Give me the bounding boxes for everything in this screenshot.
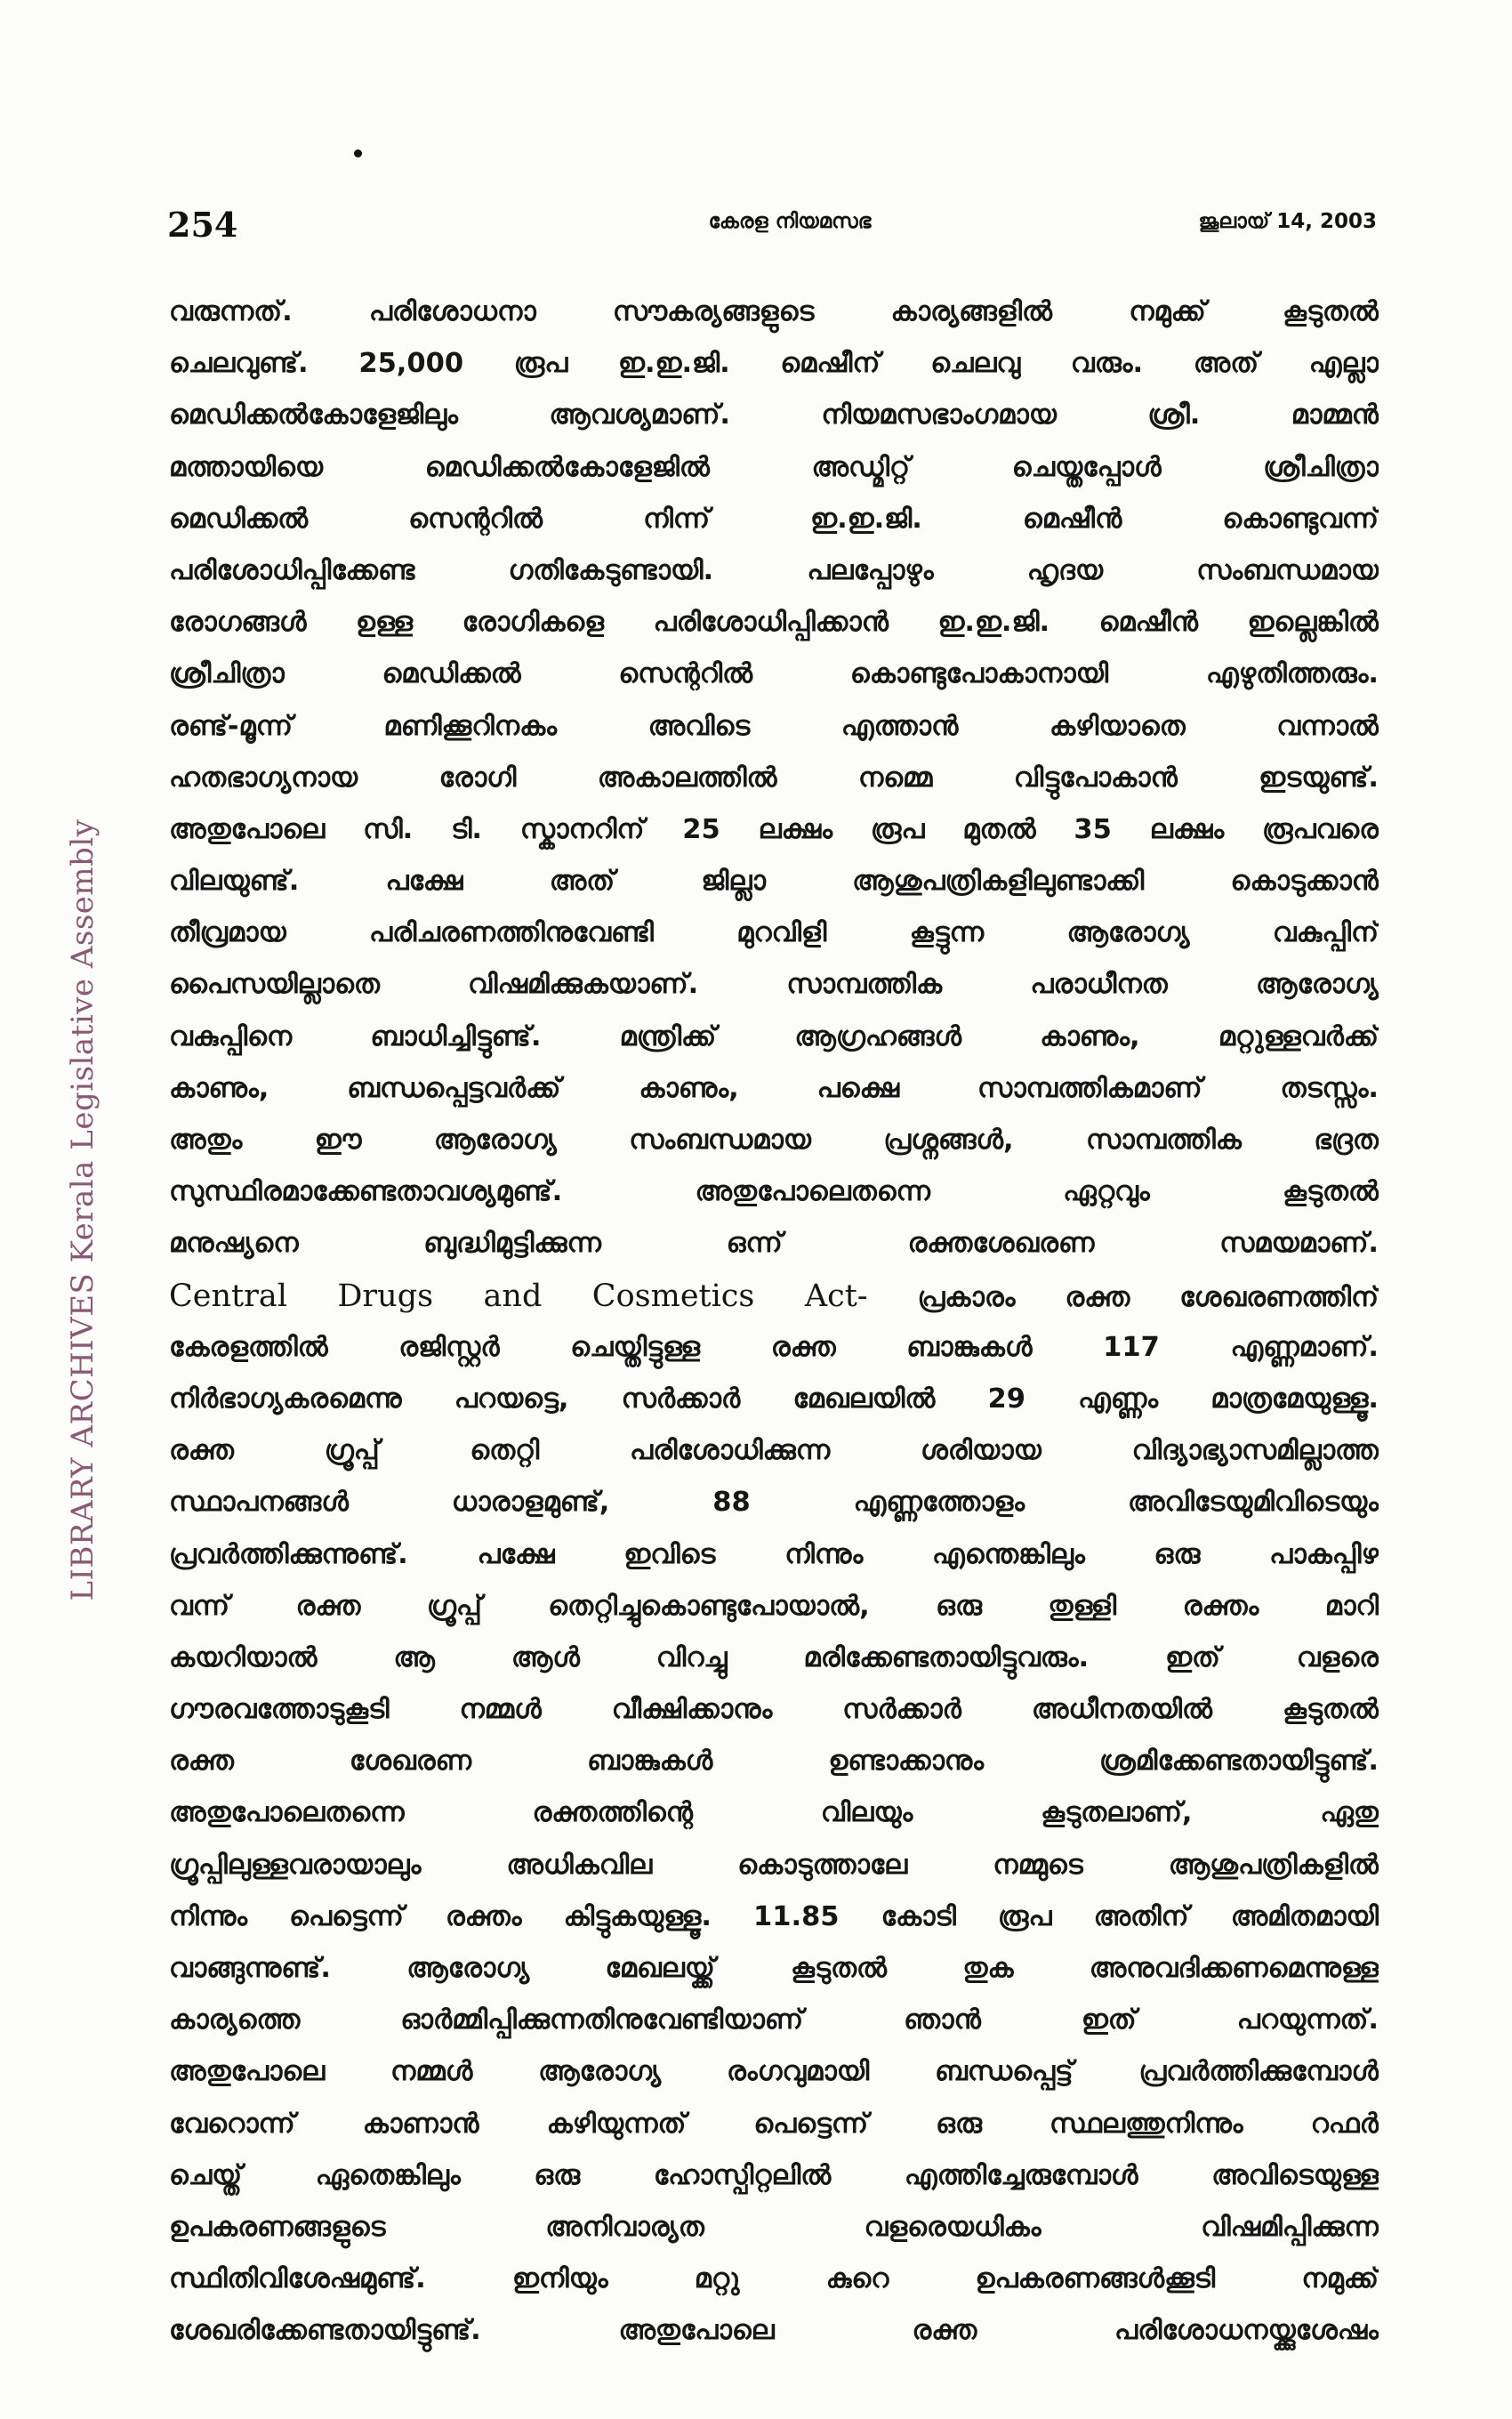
ink-dot [354, 149, 362, 157]
archive-watermark: LIBRARY ARCHIVES Kerala Legislative Assembly [65, 818, 101, 1601]
text-line: അതുപോലെതന്നെ രക്തത്തിന്റെ വിലയും കൂടുതലാണ്, ഏതു [169, 1797, 1379, 1829]
header-date: ജൂലായ് 14, 2003 [1198, 210, 1377, 233]
text-line: വന്ന് രക്ത ഗ്രൂപ്പ് തെറ്റിച്ചുകൊണ്ടുപോയാൽ, ഒരു തുള്ളി രക്തം മാറി [169, 1590, 1379, 1622]
text-line: ശ്രീചിത്രാ മെഡിക്കൽ സെന്ററിൽ കൊണ്ടുപോകാനായി എഴുതിത്തരും. [169, 658, 1379, 690]
text-line: സ്ഥിതിവിശേഷമുണ്ട്. ഇനിയും മറ്റു കുറെ ഉപകരണങ്ങൾക്കൂടി നമുക്ക് [169, 2263, 1379, 2295]
text-line: നിന്നും പെട്ടെന്ന് രക്തം കിട്ടുകയുള്ളൂ. 11.85 കോടി രൂപ അതിന് അമിതമായി [169, 1900, 1379, 1932]
body-text [169, 286, 1379, 2358]
text-line: ശേഖരിക്കേണ്ടതായിട്ടുണ്ട്. അതുപോലെ രക്ത പരിശോധനയ്ക്കുശേഷം [169, 2315, 1379, 2347]
english-act-name: Central Drugs and Cosmetics Act- [169, 1278, 868, 1314]
text-line: വേറൊന്ന് കാണാൻ കഴിയുന്നത് പെട്ടെന്ന് ഒരു സ്ഥലത്തുനിന്നും റഫർ [169, 2108, 1379, 2140]
text-line: വകുപ്പിനെ ബാധിച്ചിട്ടുണ്ട്. മന്ത്രിക്ക് ആഗ്രഹങ്ങൾ കാണും, മറ്റുള്ളവർക്ക് [169, 1020, 1379, 1052]
text-line: കാര്യത്തെ ഓർമ്മിപ്പിക്കുന്നതിനുവേണ്ടിയാണ് ഞാൻ ഇത് പറയുന്നത്. [169, 2004, 1379, 2036]
text-line: മത്തായിയെ മെഡിക്കൽകോളേജിൽ അഡ്മിറ്റ് ചെയ്തപ്പോൾ ശ്രീചിത്രാ [169, 451, 1379, 483]
text-line: രോഗങ്ങൾ ഉള്ള രോഗികളെ പരിശോധിപ്പിക്കാൻ ഇ.ഇ.ജി. മെഷീൻ ഇല്ലെങ്കിൽ [169, 607, 1379, 639]
text-line: മെഡിക്കൽ സെന്ററിൽ നിന്ന് ഇ.ഇ.ജി. മെഷീൻ കൊണ്ടുവന്ന് [169, 503, 1379, 535]
text-line: ഉപകരണങ്ങളുടെ അനിവാര്യത വളരെയധികം വിഷമിപ്പിക്കുന്ന [169, 2211, 1379, 2243]
text-line: ഹതഭാഗ്യനായ രോഗി അകാലത്തിൽ നമ്മെ വിട്ടുപോകാൻ ഇടയുണ്ട്. [169, 762, 1379, 794]
text-line: അതും ഈ ആരോഗ്യ സംബന്ധമായ പ്രശ്നങ്ങൾ, സാമ്പത്തിക ഭദ്രത [169, 1125, 1379, 1156]
text-line: സുസ്ഥിരമാക്കേണ്ടതാവശ്യമുണ്ട്. അതുപോലെതന്നെ ഏറ്റവും കൂടുതൽ [169, 1176, 1379, 1208]
text-line: കയറിയാൽ ആ ആൾ വിറച്ചു മരിക്കേണ്ടതായിട്ടുവരും. ഇത് വളരെ [169, 1641, 1379, 1673]
text-line [169, 1270, 1379, 1322]
text-line: രക്ത ഗ്രൂപ്പ് തെറ്റി പരിശോധിക്കുന്ന ശരിയായ വിദ്യാഭ്യാസമില്ലാത്ത [169, 1435, 1379, 1467]
text-line: അതുപോലെ നമ്മൾ ആരോഗ്യ രംഗവുമായി ബന്ധപ്പെട്ട് പ്രവർത്തിക്കുമ്പോൾ [169, 2056, 1379, 2088]
text-line: അതുപോലെ സി. ടി. സ്കാനറിന് 25 ലക്ഷം രൂപ മുതൽ 35 ലക്ഷം രൂപവരെ [169, 813, 1379, 845]
text-line: ഗൗരവത്തോടുകൂടി നമ്മൾ വീക്ഷിക്കാനും സർക്കാർ അധീനതയിൽ കൂടുതൽ [169, 1694, 1379, 1726]
text-line: മനുഷ്യനെ ബുദ്ധിമുട്ടിക്കുന്ന ഒന്ന് രക്തശേഖരണ സമയമാണ്. [169, 1228, 1379, 1260]
page-number: 254 [167, 205, 238, 245]
malayalam-continuation: പ്രകാരം രക്ത ശേഖരണത്തിന് [917, 1281, 1379, 1313]
text-line: വിലയുണ്ട്. പക്ഷേ അത് ജില്ലാ ആശുപത്രികളിലുണ്ടാക്കി കൊടുക്കാൻ [169, 866, 1379, 898]
text-line: കാണും, ബന്ധപ്പെട്ടവർക്ക് കാണും, പക്ഷെ സാമ്പത്തികമാണ് തടസ്സം. [169, 1072, 1379, 1104]
text-line: പ്രവർത്തിക്കുന്നുണ്ട്. പക്ഷേ ഇവിടെ നിന്നും എന്തെങ്കിലും ഒരു പാകപ്പിഴ [169, 1538, 1379, 1570]
text-line: കേരളത്തിൽ രജിസ്റ്റർ ചെയ്തിട്ടുള്ള രക്ത ബാങ്കുകൾ 117 എണ്ണമാണ്. [169, 1331, 1379, 1363]
text-line: വാങ്ങുന്നുണ്ട്. ആരോഗ്യ മേഖലയ്ക്ക് കൂടുതൽ തുക അനുവദിക്കണമെന്നുള്ള [169, 1953, 1379, 1984]
page-header [167, 198, 1377, 251]
text-line: ചെയ്ത് ഏതെങ്കിലും ഒരു ഹോസ്പിറ്റലിൽ എത്തിച്ചേരുമ്പോൾ അവിടെയുള്ള [169, 2159, 1379, 2191]
text-line: മെഡിക്കൽകോളേജിലും ആവശ്യമാണ്. നിയമസഭാംഗമായ ശ്രീ. മാമ്മൻ [169, 399, 1379, 431]
text-line: പൈസയില്ലാതെ വിഷമിക്കുകയാണ്. സാമ്പത്തിക പരാധീനത ആരോഗ്യ [169, 969, 1379, 1001]
text-line: വരുന്നത്. പരിശോധനാ സൗകര്യങ്ങളുടെ കാര്യങ്ങളിൽ നമുക്ക് കൂടുതൽ [169, 296, 1379, 327]
header-title: കേരള നിയമസഭ [708, 210, 872, 233]
text-line: നിർഭാഗ്യകരമെന്നു പറയട്ടെ, സർക്കാർ മേഖലയിൽ 29 എണ്ണം മാത്രമേയുള്ളൂ. [169, 1383, 1379, 1415]
text-line: സ്ഥാപനങ്ങൾ ധാരാളമുണ്ട്, 88 എണ്ണത്തോളം അവിടേയുമിവിടെയും [169, 1487, 1379, 1519]
text-line: ഗ്രൂപ്പിലുള്ളവരായാലും അധികവില കൊടുത്താലേ നമ്മുടെ ആശുപത്രികളിൽ [169, 1849, 1379, 1881]
text-line: രണ്ട്-മൂന്ന് മണിക്കൂറിനകം അവിടെ എത്താൻ കഴിയാതെ വന്നാൽ [169, 710, 1379, 742]
text-line: രക്ത ശേഖരണ ബാങ്കുകൾ ഉണ്ടാക്കാനും ശ്രമിക്കേണ്ടതായിട്ടുണ്ട്. [169, 1746, 1379, 1778]
text-line: പരിശോധിപ്പിക്കേണ്ട ഗതികേടുണ്ടായി. പലപ്പോഴും ഹൃദയ സംബന്ധമായ [169, 554, 1379, 586]
text-line: തീവ്രമായ പരിചരണത്തിനുവേണ്ടി മുറവിളി കൂട്ടുന്ന ആരോഗ്യ വകുപ്പിന് [169, 917, 1379, 949]
text-line: ചെലവുണ്ട്. 25,000 രൂപ ഇ.ഇ.ജി. മെഷീന് ചെലവു വരും. അത് എല്ലാ [169, 348, 1379, 380]
